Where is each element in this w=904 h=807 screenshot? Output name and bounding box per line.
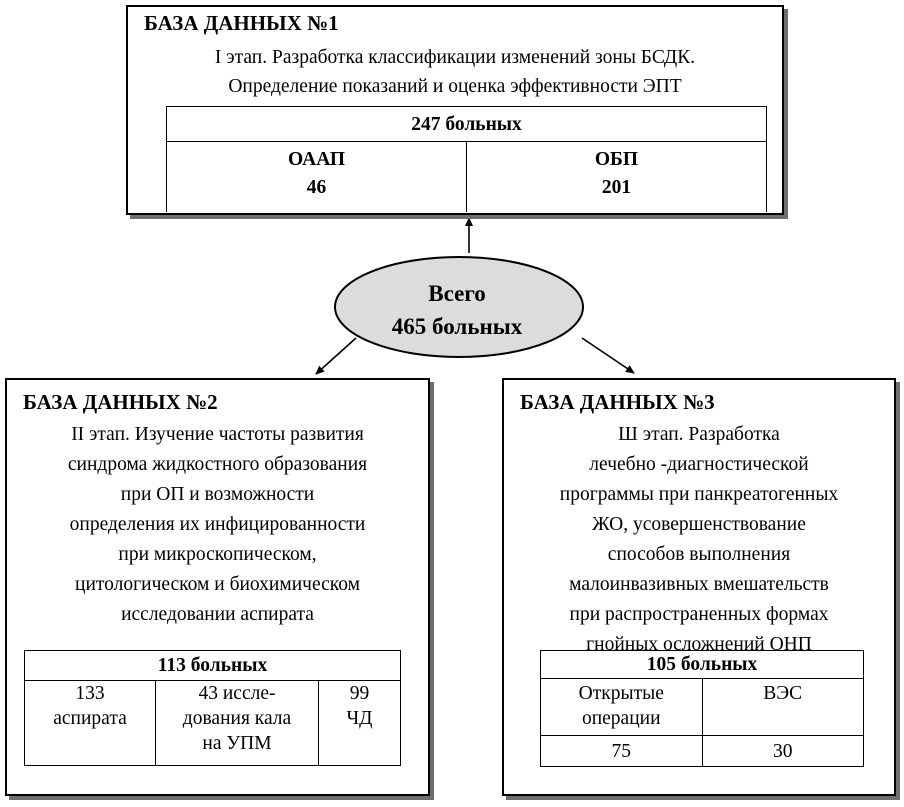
db2-cell-line: 99 [349,683,370,704]
db3-box [502,378,896,796]
db2-description [7,420,428,630]
total-label-line2: 465 больных [391,314,523,339]
db1-group-oaap [167,142,467,213]
db2-box [5,378,430,796]
db3-table [540,650,864,767]
db3-header-line: Открытые [578,683,664,704]
db1-group-value: 46 [306,177,327,198]
db2-cell-line: дования кала [182,708,292,729]
db3-line: малоинвазивных вмешательств [569,574,829,595]
db2-cell-line: 133 [75,683,105,704]
db1-description [128,43,782,101]
db2-cell-line: ЧД [346,708,373,729]
db1-box [126,5,784,215]
db3-line: Ш этап. Разработка [618,424,780,445]
db2-title: БАЗА ДАННЫХ №2 [23,390,218,414]
db1-total: 247 больных [167,107,767,142]
db1-line: I этап. Разработка классификации изменений зоны БСДК. [214,47,696,68]
db1-group-name: ОБП [594,149,639,170]
db3-header-line: ВЭС [763,683,803,704]
db1-group-value: 201 [601,177,632,198]
arrow-to-db3 [582,338,634,373]
db3-value-ves: 30 [702,736,864,767]
db2-cell-stool [156,681,319,766]
db2-total: 113 больных [25,651,401,681]
db3-header-line: операции [581,708,661,729]
db1-group-obp [467,142,767,213]
db1-table [166,106,767,212]
db3-header-open-ops [541,679,703,736]
db2-cell-cd [319,681,401,766]
db3-line: при распространенных формах [569,604,829,625]
db3-line: гнойных осложнений ОНП [586,634,812,655]
db3-total: 105 больных [541,651,864,679]
db2-line: при микроскопическом, [118,544,317,565]
db2-line: II этап. Изучение частоты развития [71,424,364,445]
db2-cell-line: 43 иссле- [198,683,276,704]
db2-table [24,650,401,766]
db3-line: способов выполнения [607,544,791,565]
db3-line: лечебно -диагностической [589,454,809,475]
db3-title: БАЗА ДАННЫХ №3 [520,390,715,414]
db2-cell-aspirates [25,681,156,766]
total-label [334,269,580,351]
db2-line: синдрома жидкостного образования [67,454,368,475]
db2-line: цитологическом и биохимическом [75,574,360,595]
db2-line: при ОП и возможности [120,484,315,505]
db3-header-ves [702,679,864,736]
db1-title: БАЗА ДАННЫХ №1 [144,11,339,35]
total-label-line1: Всего [428,281,486,306]
db1-line: Определение показаний и оценка эффективности ЭПТ [228,76,682,97]
db3-line: программы при панкреатогенных [559,484,839,505]
db3-line: ЖО, усовершенствование [592,514,806,535]
db2-line: определения их инфицированности [69,514,366,535]
db2-line: исследовании аспирата [121,604,314,625]
db3-description [504,420,894,660]
db3-value-open-ops: 75 [541,736,703,767]
db1-group-name: ОААП [287,149,346,170]
db2-cell-line: на УПМ [202,733,272,754]
db2-cell-line: аспирата [53,708,127,729]
